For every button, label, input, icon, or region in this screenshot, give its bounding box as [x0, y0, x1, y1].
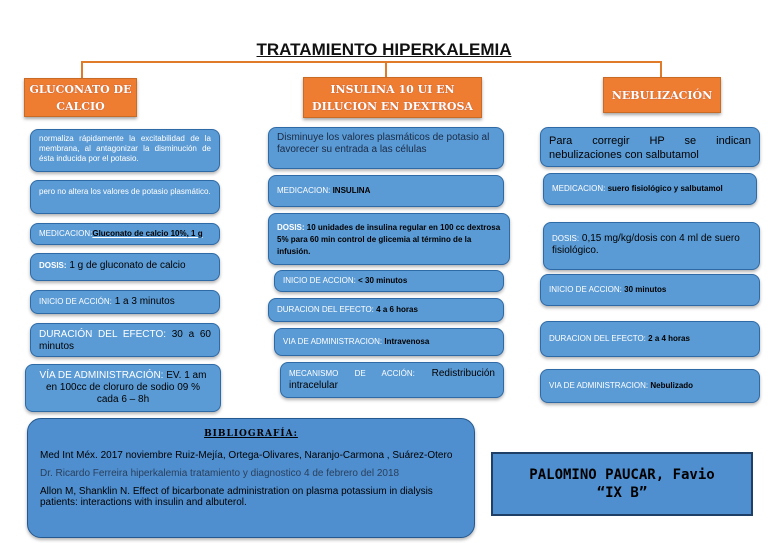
header-gluconato-line1: GLUCONATO DE [29, 82, 132, 96]
header-gluconato-line2: CALCIO [56, 99, 105, 113]
insulina-dose-value: 10 unidades de insulina regular en 100 cc dextrosa 5% para 60 min control de glicemia al término de la infusión. [277, 223, 501, 256]
header-gluconato [24, 78, 137, 117]
insulina-dose [268, 213, 510, 265]
bibliography-ref-1: Med Int Méx. 2017 noviembre Ruiz-Mejía, Ortega-Olivares, Naranjo-Carmona , Suárez-Otero [40, 450, 453, 461]
nebulizacion-duration-label: DURACION DEL EFECTO: [549, 334, 646, 343]
nebulizacion-dose [543, 222, 760, 270]
gluconato-onset [30, 290, 220, 314]
author-name: PALOMINO PAUCAR, Favio [529, 467, 715, 483]
header-insulina-line2: DILUCION EN DEXTROSA [312, 99, 473, 113]
insulina-mechanism-label: MECANISMO DE ACCIÓN: [289, 369, 415, 378]
insulina-duration-value: 4 a 6 horas [376, 305, 418, 314]
gluconato-duration-label: DURACIÓN DEL EFECTO: [39, 329, 167, 340]
gluconato-note [30, 180, 220, 214]
bibliography-box [27, 418, 475, 538]
insulina-mechanism [280, 362, 504, 398]
insulina-dose-label: DOSIS: [277, 223, 305, 232]
insulina-route-value: Intravenosa [384, 337, 430, 346]
nebulizacion-route-label: VIA DE ADMINISTRACION: [549, 381, 649, 390]
bibliography-ref-2: Dr. Ricardo Ferreira hiperkalemia tratamiento y diagnostico 4 de febrero del 2018 [40, 468, 400, 479]
bibliography-ref-3: Allon M, Shanklin N. Effect of bicarbonate administration on plasma potassium in dialysis patients: interactions with insulin and albuterol. [40, 486, 433, 508]
insulina-duration-label: DURACION DEL EFECTO: [277, 305, 374, 314]
gluconato-route-value: EV. 1 am en 100cc de cloruro de sodio 09 % cada 6 – 8h [46, 370, 207, 405]
connector-left [81, 61, 83, 78]
author-group: “IX B” [596, 485, 648, 501]
insulina-onset-label: INICIO DE ACCION: [283, 276, 356, 285]
nebulizacion-medication-value: suero fisiológico y salbutamol [607, 184, 723, 193]
nebulizacion-medication-label: MEDICACION: [552, 184, 606, 193]
gluconato-medication [30, 223, 220, 245]
gluconato-medication-value: Gluconato de calcio 10%, 1 g [92, 229, 203, 238]
insulina-duration [268, 298, 504, 322]
nebulizacion-dose-label: DOSIS: [552, 234, 580, 243]
nebulizacion-dose-value: 0,15 mg/kg/dosis con 4 ml de suero fisiológico. [552, 233, 740, 256]
nebulizacion-description [540, 127, 760, 167]
header-nebulizacion [603, 77, 721, 113]
bibliography-heading: BIBLIOGRAFÍA: [204, 429, 298, 439]
connector-right [660, 61, 662, 78]
insulina-route [274, 328, 504, 356]
insulina-route-label: VIA DE ADMINISTRACION: [283, 337, 383, 346]
insulina-medication-label: MEDICACION: [277, 186, 331, 195]
nebulizacion-duration [540, 321, 760, 357]
insulina-description [268, 127, 504, 169]
gluconato-onset-label: INICIO DE ACCIÓN: [39, 297, 112, 306]
gluconato-note-text: pero no altera los valores de potasio plasmático. [39, 187, 211, 196]
gluconato-onset-value: 1 a 3 minutos [114, 296, 175, 307]
insulina-onset [274, 270, 504, 292]
insulina-medication-value: INSULINA [332, 186, 371, 195]
gluconato-duration [30, 323, 220, 357]
nebulizacion-onset-label: INICIO DE ACCION: [549, 285, 622, 294]
insulina-mechanism-value: Redistribución intracelular [289, 368, 495, 391]
insulina-onset-value: < 30 minutos [358, 276, 408, 285]
gluconato-description-text: normaliza rápidamente la excitabilidad de la membrana, al antagonizar la disminución de ésta inducida por el potasio. [39, 134, 211, 163]
nebulizacion-duration-value: 2 a 4 horas [648, 334, 690, 343]
nebulizacion-route [540, 369, 760, 403]
header-nebulizacion-label: NEBULIZACIÓN [611, 88, 713, 102]
nebulizacion-onset [540, 274, 760, 306]
insulina-description-text: Disminuye los valores plasmáticos de potasio al favorecer su entrada a las células [277, 132, 490, 155]
gluconato-medication-label: MEDICACION: [39, 229, 93, 238]
gluconato-description [30, 129, 220, 172]
header-insulina-line1: INSULINA 10 UI EN [330, 82, 455, 96]
connector-horizontal [81, 61, 662, 63]
gluconato-duration-value: 30 a 60 minutos [39, 329, 211, 352]
header-insulina [303, 77, 482, 118]
gluconato-dose-value: 1 g de gluconato de calcio [69, 260, 186, 271]
nebulizacion-medication [543, 173, 757, 205]
gluconato-dose-label: DOSIS: [39, 261, 67, 270]
gluconato-route-label: VÍA DE ADMINISTRACIÓN: [39, 370, 164, 381]
author-box [491, 452, 753, 516]
gluconato-dose [30, 253, 220, 281]
nebulizacion-route-value: Nebulizado [650, 381, 694, 390]
gluconato-route [25, 364, 221, 412]
insulina-medication [268, 175, 504, 207]
nebulizacion-onset-value: 30 minutos [624, 285, 667, 294]
page-title: TRATAMIENTO HIPERKALEMIA [256, 40, 512, 59]
nebulizacion-description-text: Para corregir HP se indican nebulizaciones con salbutamol [549, 135, 751, 161]
connector-center [385, 61, 387, 77]
